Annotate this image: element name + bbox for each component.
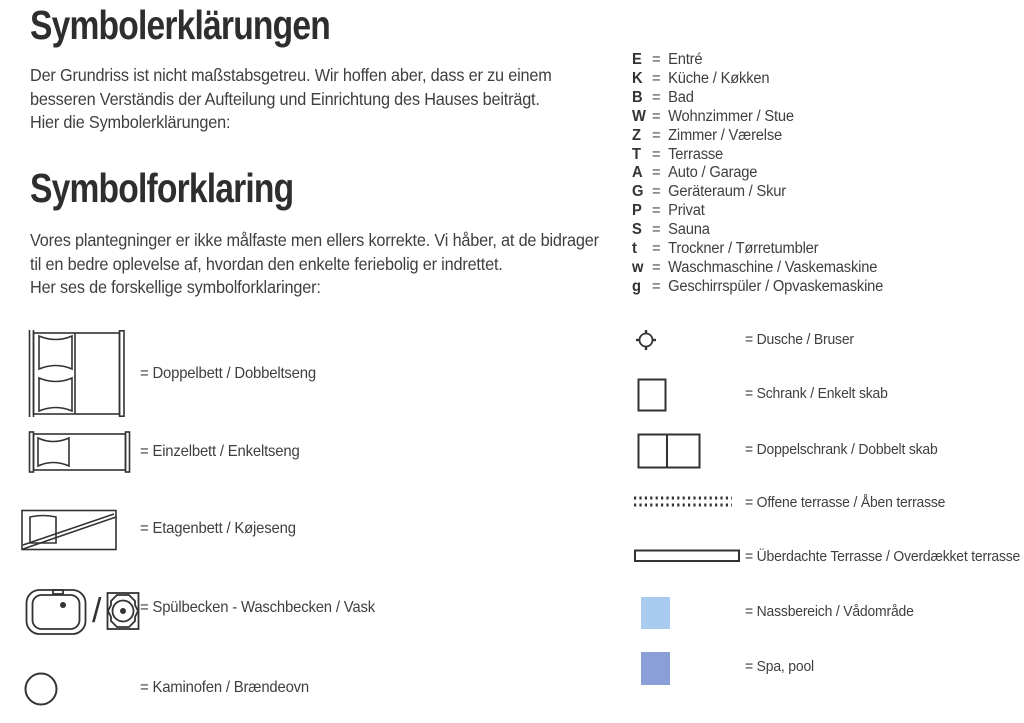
- german-paragraph-line2: besseren Verständis der Aufteilung und Einrichtung des Hauses beiträgt.: [30, 88, 540, 109]
- danish-paragraph: [30, 229, 599, 300]
- abbrev-eq: =: [651, 88, 661, 106]
- shower-icon: [633, 327, 659, 353]
- wood-stove-icon: [24, 672, 58, 706]
- abbrev-letter: S: [632, 221, 642, 239]
- german-paragraph-line1: Der Grundriss ist nicht maßstabsgetreu. Wir hoffen aber, dass er zu einem: [30, 65, 552, 85]
- abbrev-eq: =: [651, 202, 661, 220]
- abbrev-text: Geräteraum / Skur: [668, 183, 786, 201]
- danish-paragraph-line2: til en bedre oplevelse af, hvordan den enkelte feriebolig er indrettet.: [30, 253, 503, 274]
- abbrev-letter: A: [632, 164, 643, 182]
- single-cabinet-icon: [637, 378, 667, 412]
- spa-pool-label: = Spa, pool: [745, 658, 814, 675]
- abbrev-text: Wohnzimmer / Stue: [668, 107, 794, 125]
- abbrev-text: Bad: [668, 88, 694, 106]
- abbrev-text: Waschmaschine / Vaskemaskine: [668, 258, 878, 276]
- abbrev-eq: =: [651, 164, 661, 182]
- single-cabinet-label: = Schrank / Enkelt skab: [745, 385, 888, 402]
- abbrev-eq: =: [651, 221, 661, 239]
- sink-label: = Spülbecken - Waschbecken / Vask: [140, 599, 375, 616]
- slash-separator: /: [92, 591, 102, 630]
- covered-terrace-label: = Überdachte Terrasse / Overdækket terrasse: [745, 548, 1021, 565]
- single-bed-icon: [28, 431, 131, 473]
- abbrev-text: Auto / Garage: [668, 164, 758, 182]
- abbrev-letter: E: [632, 51, 642, 68]
- abbrev-text: Küche / Køkken: [668, 69, 770, 87]
- abbrev-text: Terrasse: [668, 145, 724, 163]
- abbrev-eq: =: [651, 183, 661, 201]
- double-bed-icon: [28, 330, 126, 417]
- abbrev-text: Sauna: [668, 221, 710, 239]
- abbrev-letter: K: [632, 69, 643, 87]
- double-cabinet-icon: [637, 433, 701, 469]
- abbrev-letter: t: [632, 240, 637, 258]
- abbrev-letter: Z: [632, 126, 641, 144]
- double-bed-label: = Doppelbett / Dobbeltseng: [140, 365, 316, 382]
- danish-paragraph-line1: Vores plantegninger er ikke målfaste men ellers korrekte. Vi håber, at de bidrager: [30, 230, 599, 250]
- washbasin-icon: [106, 590, 140, 632]
- abbrev-eq: =: [651, 258, 661, 276]
- abbrev-text: Zimmer / Værelse: [668, 126, 783, 144]
- abbrev-text: Entré: [668, 51, 703, 68]
- shower-label: = Dusche / Bruser: [745, 331, 854, 348]
- abbrev-letter: G: [632, 183, 644, 201]
- danish-title: Symbolforklaring: [30, 165, 294, 211]
- open-terrace-icon: [634, 494, 732, 510]
- wet-area-swatch: [641, 597, 670, 629]
- abbrev-eq: =: [651, 145, 661, 163]
- abbrev-letter: w: [632, 258, 644, 276]
- abbrev-letter: T: [632, 145, 641, 163]
- abbrev-letter: g: [632, 277, 641, 295]
- abbrev-eq: =: [651, 107, 661, 125]
- abbrev-eq: =: [651, 69, 661, 87]
- abbrev-text: Privat: [668, 202, 705, 220]
- abbrev-letter: W: [632, 107, 646, 125]
- german-paragraph-line3: Hier die Symbolerklärungen:: [30, 112, 231, 132]
- abbrev-letter: B: [632, 88, 643, 106]
- kitchen-sink-icon: [25, 586, 87, 636]
- bunk-bed-label: = Etagenbett / Køjeseng: [140, 520, 296, 537]
- abbrev-eq: =: [651, 277, 661, 295]
- double-cabinet-label: = Doppelschrank / Dobbelt skab: [745, 441, 938, 458]
- wet-area-label: = Nassbereich / Vådområde: [745, 603, 914, 620]
- abbrev-text: Geschirrspüler / Opvaskemaskine: [668, 277, 884, 295]
- spa-pool-swatch: [641, 652, 670, 685]
- abbreviation-list: [632, 51, 883, 297]
- abbrev-eq: =: [651, 126, 661, 144]
- covered-terrace-icon: [634, 549, 740, 563]
- danish-paragraph-line3: Her ses de forskellige symbolforklaringer:: [30, 277, 321, 297]
- german-title: Symbolerklärungen: [30, 2, 330, 48]
- open-terrace-label: = Offene terrasse / Åben terrasse: [745, 494, 946, 511]
- single-bed-label: = Einzelbett / Enkeltseng: [140, 443, 300, 460]
- abbrev-text: Trockner / Tørretumbler: [668, 240, 819, 258]
- sink-icons: [25, 586, 140, 636]
- wood-stove-label: = Kaminofen / Brændeovn: [140, 679, 310, 696]
- bunk-bed-icon: [21, 509, 117, 551]
- abbrev-letter: P: [632, 202, 642, 220]
- abbrev-eq: =: [651, 240, 661, 258]
- abbrev-eq: =: [651, 51, 661, 68]
- german-paragraph: [30, 64, 552, 135]
